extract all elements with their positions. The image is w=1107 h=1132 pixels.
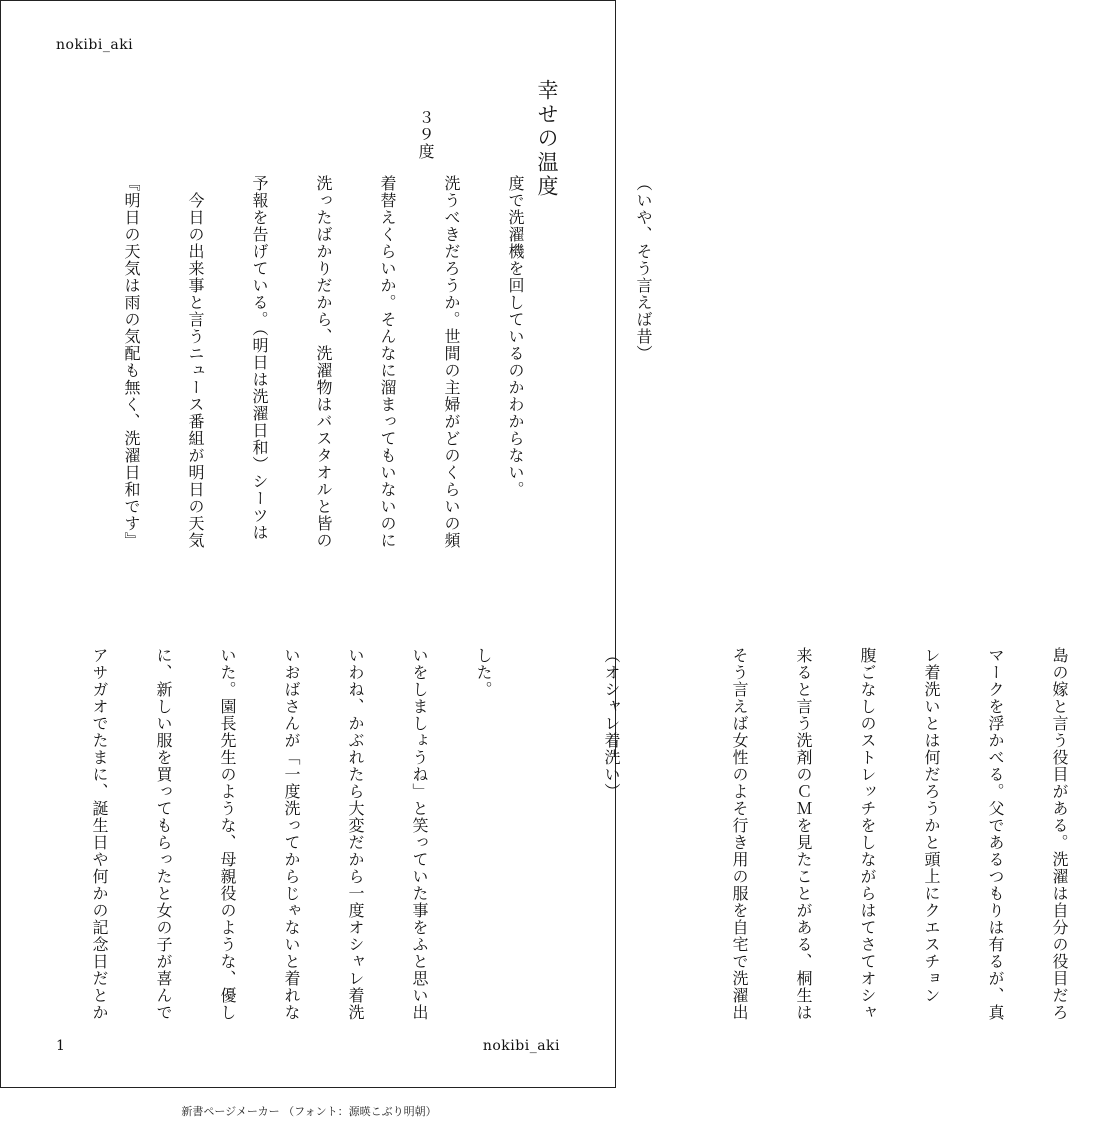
- text-column: いわね、かぶれたら大変だから一度オシャレ着洗: [346, 647, 365, 1021]
- text-column: アサガオでたまに、誕生日や何かの記念日だとか: [90, 647, 109, 1021]
- lower-text-block: [51, 567, 1107, 1021]
- upper-text-block: [83, 95, 691, 549]
- text-column: 腹ごなしのストレッチをしながらはてさてオシャ: [858, 647, 877, 1021]
- generator-caption: 新書ページメーカー （フォント：源暎こぶり明朝）: [181, 1105, 437, 1118]
- text-column: 度で洗濯機を回しているのかわからない。: [506, 175, 525, 498]
- author-name-bottom: nokibi_aki: [482, 1038, 560, 1054]
- text-column: いをしましょうね」と笑っていた事をふと思い出: [410, 647, 429, 1021]
- text-column: いた。園長先生のような、母親役のような、優し: [218, 647, 237, 1021]
- author-name-top: nokibi_aki: [56, 37, 134, 53]
- text-column: に、新しい服を買ってもらったと女の子が喜んで: [154, 647, 173, 1021]
- text-column: 今日の出来事と言うニュース番組が明日の天気: [186, 175, 205, 549]
- text-column: 来ると言う洗剤のＣＭを見たことがある、桐生は: [794, 647, 813, 1021]
- text-column: レ着洗いとは何だろうかと頭上にクエスチョン: [922, 647, 941, 1004]
- text-column: した。: [474, 647, 493, 698]
- page-number: 1: [56, 1038, 65, 1054]
- text-column: （オシャレ着洗い）: [602, 647, 621, 800]
- text-column: 着替えくらいか。そんなに溜まってもいないのに: [378, 175, 397, 549]
- text-column: そう言えば女性のよそ行き用の服を自宅で洗濯出: [730, 647, 749, 1021]
- text-column: 洗ったばかりだから、洗濯物はバスタオルと皆の: [314, 175, 333, 549]
- text-column: いおばさんが「一度洗ってからじゃないと着れな: [282, 647, 301, 1021]
- text-column: マークを浮かべる。父であるつもりは有るが、真: [986, 647, 1005, 1021]
- text-column: 予報を告げている。（明日は洗濯日和）シーツは: [250, 175, 269, 541]
- text-column: （いや、そう言えば昔）: [634, 175, 653, 362]
- text-column: 島の嫁と言う役目がある。洗濯は自分の役目だろ: [1050, 647, 1069, 1021]
- text-column: 『明日の天気は雨の気配も無く、洗濯日和です』: [122, 175, 141, 549]
- chapter-heading: ３９度: [416, 109, 435, 160]
- text-column: 洗うべきだろうか。世間の主婦がどのくらいの頻: [442, 175, 461, 549]
- story-title: 幸せの温度: [535, 79, 559, 199]
